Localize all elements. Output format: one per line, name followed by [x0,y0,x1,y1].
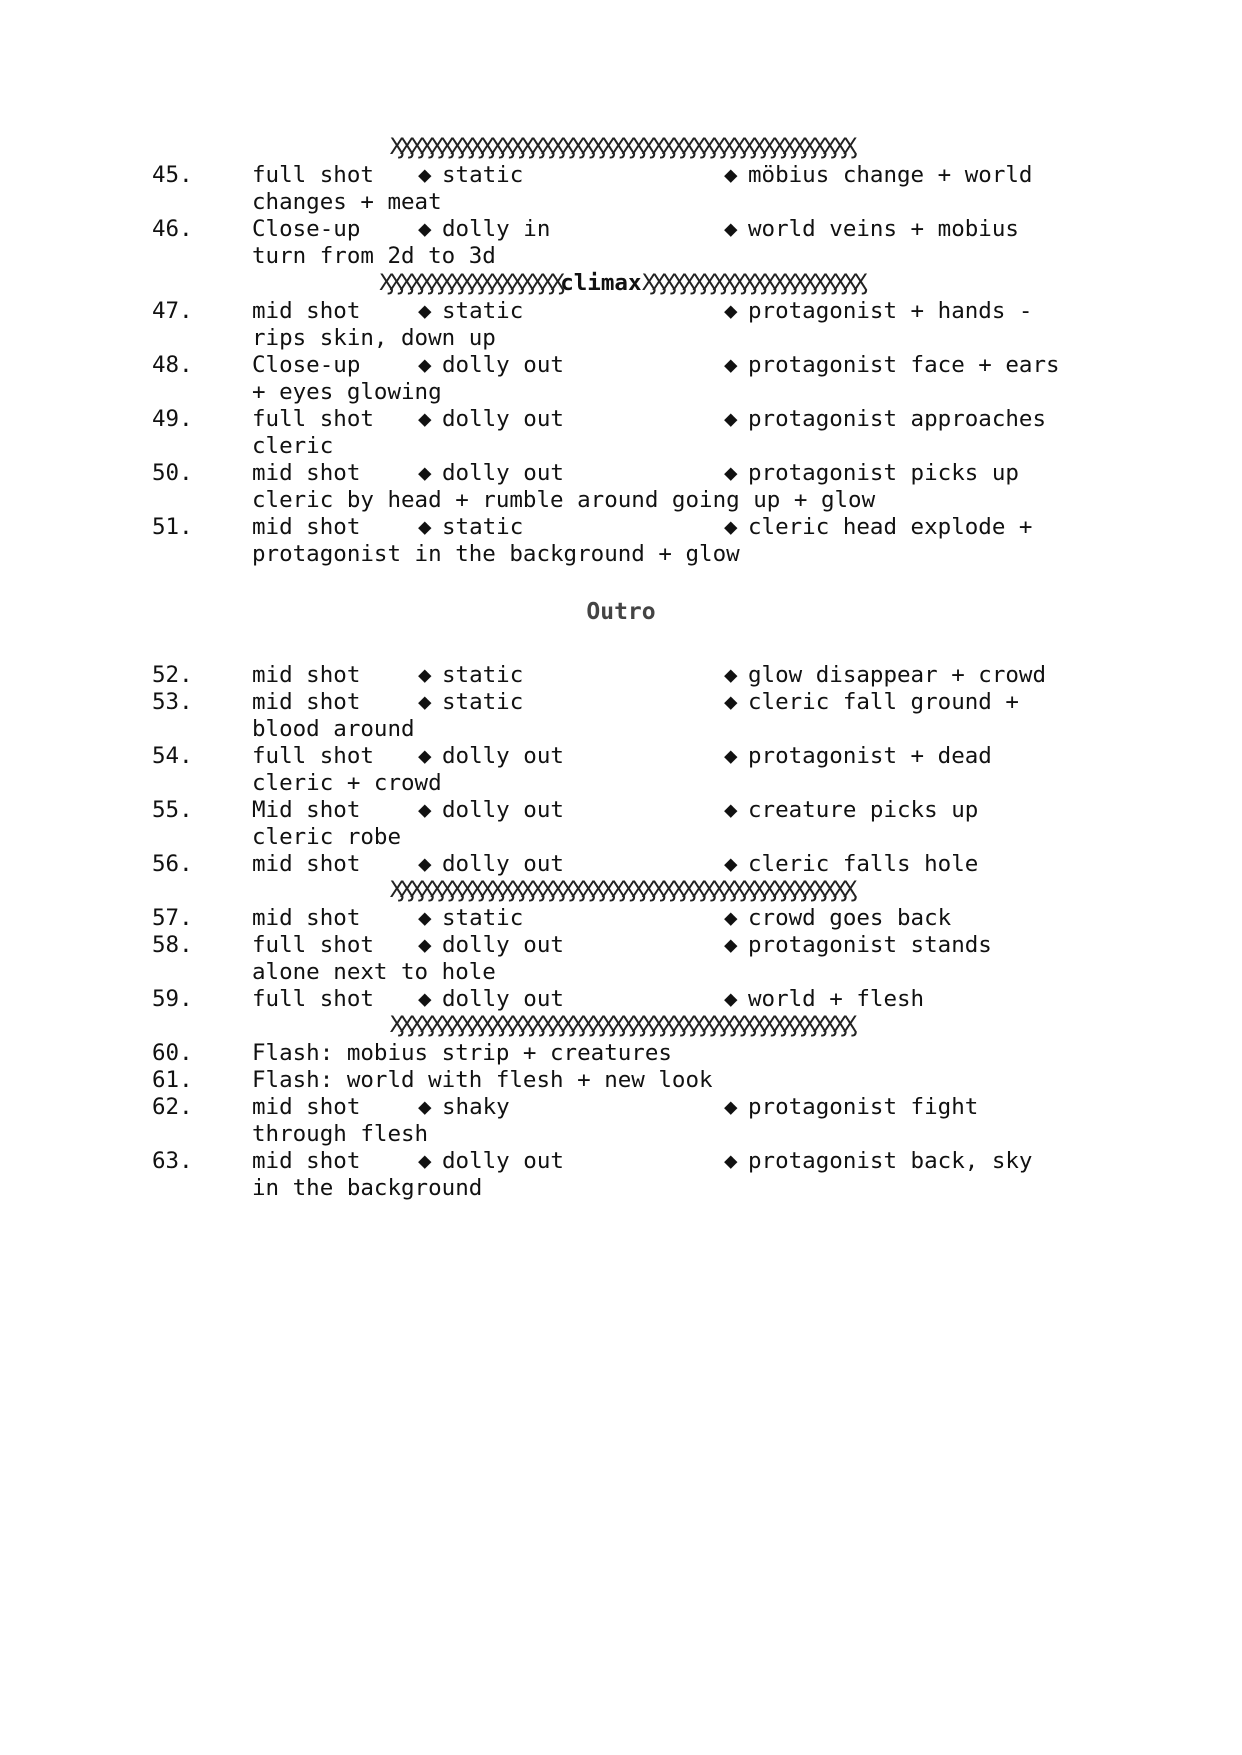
camera-move: ◆ dolly out [418,1148,564,1174]
shot-number: 52. [152,662,193,688]
shot-type: Close-up [252,352,361,378]
climax-separator: ӼӼӼӼӼӼӼӼӼӼӼӼӼӼӼӼӼӼclimaxӼӼӼӼӼӼӼӼӼӼӼӼӼӼӼӼӼӼӼӼӼӼ [378,270,864,296]
shot-type: Close-up [252,216,361,242]
camera-move: ◆ dolly in [418,216,551,242]
diamond-icon: ◆ [724,406,738,432]
diamond-icon: ◆ [418,1094,432,1120]
shot-type: Mid shot [252,797,361,823]
shot-number: 58. [152,932,193,958]
description-continued: + eyes glowing [252,379,442,405]
shot-type: mid shot [252,514,361,540]
shot-description: ◆ protagonist picks up [724,460,1019,486]
diamond-icon: ◆ [418,514,432,540]
separator: ӼӼӼӼӼӼӼӼӼӼӼӼӼӼӼӼӼӼӼӼӼӼӼӼӼӼӼӼӼӼӼӼӼӼӼӼӼӼӼӼӼӼӼӼӼӼ [389,1013,853,1038]
separator: ӼӼӼӼӼӼӼӼӼӼӼӼӼӼӼӼӼӼӼӼӼӼӼӼӼӼӼӼӼӼӼӼӼӼӼӼӼӼӼӼӼӼӼӼӼӼ [389,135,853,160]
diamond-icon: ◆ [724,1094,738,1120]
camera-move: ◆ dolly out [418,743,564,769]
camera-move: ◆ static [418,662,524,688]
shot-number: 48. [152,352,193,378]
diamond-icon: ◆ [724,797,738,823]
diamond-icon: ◆ [724,905,738,931]
camera-move: ◆ shaky [418,1094,510,1120]
description-continued: turn from 2d to 3d [252,243,496,269]
camera-move: ◆ dolly out [418,406,564,432]
shot-number: 56. [152,851,193,877]
diamond-icon: ◆ [418,216,432,242]
shot-description: ◆ cleric head explode + [724,514,1033,540]
diamond-icon: ◆ [418,406,432,432]
camera-move: ◆ static [418,514,524,540]
description-continued: blood around [252,716,415,742]
description-continued: rips skin, down up [252,325,496,351]
shot-description: ◆ möbius change + world [724,162,1033,188]
diamond-icon: ◆ [418,1148,432,1174]
shot-type: full shot [252,986,374,1012]
diamond-icon: ◆ [724,514,738,540]
shot-type: full shot [252,406,374,432]
diamond-icon: ◆ [724,216,738,242]
shot-number: 63. [152,1148,193,1174]
shot-description: ◆ cleric falls hole [724,851,979,877]
shot-type: mid shot [252,851,361,877]
shot-type: mid shot [252,298,361,324]
diamond-icon: ◆ [724,851,738,877]
flash-text: Flash: mobius strip + creatures [252,1040,672,1066]
shot-number: 61. [152,1067,193,1093]
diamond-icon: ◆ [418,851,432,877]
diamond-icon: ◆ [724,743,738,769]
description-continued: protagonist in the background + glow [252,541,740,567]
diamond-icon: ◆ [418,932,432,958]
diamond-icon: ◆ [724,689,738,715]
section-heading: Outro [586,599,656,625]
camera-move: ◆ dolly out [418,460,564,486]
description-continued: through flesh [252,1121,429,1147]
description-continued: cleric [252,433,334,459]
diamond-icon: ◆ [418,743,432,769]
diamond-icon: ◆ [724,986,738,1012]
flash-text: Flash: world with flesh + new look [252,1067,713,1093]
diamond-icon: ◆ [418,797,432,823]
shot-description: ◆ cleric fall ground + [724,689,1019,715]
shot-number: 46. [152,216,193,242]
shot-type: mid shot [252,689,361,715]
diamond-icon: ◆ [418,298,432,324]
shot-number: 51. [152,514,193,540]
shot-type: full shot [252,932,374,958]
camera-move: ◆ dolly out [418,851,564,877]
shot-description: ◆ protagonist fight [724,1094,979,1120]
shot-number: 60. [152,1040,193,1066]
shot-number: 57. [152,905,193,931]
shot-description: ◆ creature picks up [724,797,979,823]
separator: ӼӼӼӼӼӼӼӼӼӼӼӼӼӼӼӼӼӼӼӼӼӼӼӼӼӼӼӼӼӼӼӼӼӼӼӼӼӼӼӼӼӼӼӼӼӼ [389,878,853,903]
shot-number: 47. [152,298,193,324]
shot-description: ◆ protagonist + dead [724,743,992,769]
shot-description: ◆ crowd goes back [724,905,952,931]
diamond-icon: ◆ [418,986,432,1012]
diamond-icon: ◆ [724,298,738,324]
description-continued: alone next to hole [252,959,496,985]
shot-type: mid shot [252,662,361,688]
shot-description: ◆ world veins + mobius [724,216,1019,242]
shot-description: ◆ glow disappear + crowd [724,662,1047,688]
shot-number: 53. [152,689,193,715]
climax-label: climax [560,270,642,296]
diamond-icon: ◆ [724,162,738,188]
diamond-icon: ◆ [724,662,738,688]
camera-move: ◆ dolly out [418,797,564,823]
shot-type: mid shot [252,460,361,486]
shot-description: ◆ protagonist stands [724,932,992,958]
shot-description: ◆ protagonist approaches [724,406,1047,432]
camera-move: ◆ dolly out [418,932,564,958]
diamond-icon: ◆ [724,932,738,958]
camera-move: ◆ static [418,905,524,931]
diamond-icon: ◆ [724,1148,738,1174]
camera-move: ◆ dolly out [418,352,564,378]
description-continued: changes + meat [252,189,442,215]
shot-type: full shot [252,162,374,188]
shot-number: 45. [152,162,193,188]
camera-move: ◆ static [418,689,524,715]
shot-type: full shot [252,743,374,769]
description-continued: cleric by head + rumble around going up + glow [252,487,876,513]
diamond-icon: ◆ [418,689,432,715]
shot-description: ◆ protagonist face + ears [724,352,1060,378]
description-continued: in the background [252,1175,483,1201]
shot-number: 49. [152,406,193,432]
diamond-icon: ◆ [724,460,738,486]
shot-number: 55. [152,797,193,823]
shot-type: mid shot [252,1148,361,1174]
shot-number: 54. [152,743,193,769]
diamond-icon: ◆ [418,905,432,931]
shot-description: ◆ world + flesh [724,986,925,1012]
description-continued: cleric robe [252,824,402,850]
camera-move: ◆ dolly out [418,986,564,1012]
shot-description: ◆ protagonist back, sky [724,1148,1033,1174]
shot-number: 59. [152,986,193,1012]
diamond-icon: ◆ [418,460,432,486]
shot-type: mid shot [252,1094,361,1120]
description-continued: cleric + crowd [252,770,442,796]
diamond-icon: ◆ [418,662,432,688]
shot-number: 62. [152,1094,193,1120]
shot-description: ◆ protagonist + hands - [724,298,1033,324]
camera-move: ◆ static [418,298,524,324]
diamond-icon: ◆ [418,352,432,378]
camera-move: ◆ static [418,162,524,188]
diamond-icon: ◆ [418,162,432,188]
shot-type: mid shot [252,905,361,931]
shot-number: 50. [152,460,193,486]
diamond-icon: ◆ [724,352,738,378]
